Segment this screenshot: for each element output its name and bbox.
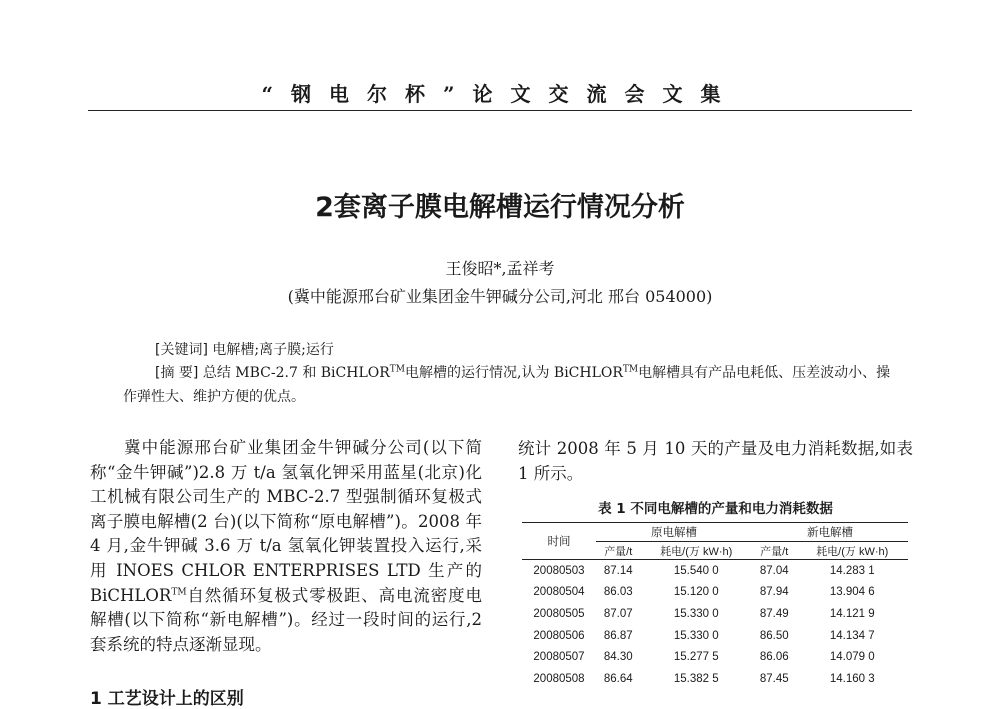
new-power-cell: 14.283 1: [829, 564, 875, 577]
paragraph: [90, 436, 482, 657]
abstract: [123, 361, 891, 409]
paper-title: 2套离子膜电解槽运行情况分析: [315, 192, 685, 223]
affiliation: (冀中能源邢台矿业集团金牛钾碱分公司,河北 邢台 054000): [287, 287, 713, 306]
data-table: [522, 522, 908, 690]
column-header-output: 产量/t: [596, 542, 641, 560]
abstract-text-1: 总结 MBC-2.7 和 BiCHLOR: [202, 365, 390, 381]
journal-header: “钢电尔杯”论文交流会文集: [261, 82, 739, 106]
new-power-cell: 14.134 7: [829, 629, 875, 642]
old-power-cell: 15.540 0: [673, 564, 719, 577]
table-row: [522, 646, 908, 668]
new-output-cell: 87.94: [759, 586, 789, 599]
trademark-mark: TM: [171, 587, 187, 598]
old-power-cell: 15.382 5: [673, 672, 719, 685]
new-output-cell: 86.06: [759, 651, 789, 664]
old-output-cell: 86.64: [603, 672, 633, 685]
new-power-cell: 14.079 0: [829, 651, 875, 664]
new-output-cell: 87.04: [759, 564, 789, 577]
column-header-output: 产量/t: [752, 542, 797, 560]
table-row: [522, 668, 908, 690]
abstract-label: [摘 要]: [155, 365, 199, 381]
old-output-cell: 86.03: [603, 586, 633, 599]
date-cell: 20080504: [533, 586, 585, 599]
table-row: [522, 625, 908, 647]
group-header-old: 原电解槽: [596, 523, 752, 542]
header-rule: [88, 110, 912, 111]
keywords-text: 电解槽;离子膜;运行: [212, 342, 334, 358]
date-cell: 20080508: [533, 672, 585, 685]
old-output-cell: 86.87: [603, 629, 633, 642]
old-output-cell: 84.30: [603, 651, 633, 664]
new-output-cell: 87.45: [759, 672, 789, 685]
old-power-cell: 15.330 0: [673, 629, 719, 642]
table-row: [522, 582, 908, 604]
old-output-cell: 87.14: [603, 564, 633, 577]
date-cell: 20080503: [533, 564, 585, 577]
table-row: [522, 560, 908, 582]
body-left-column: [90, 436, 482, 657]
keywords: [155, 339, 334, 359]
body-right-column: [518, 436, 913, 486]
trademark-mark: TM: [389, 364, 405, 375]
new-power-cell: 13.904 6: [829, 586, 875, 599]
old-power-cell: 15.330 0: [673, 607, 719, 620]
date-cell: 20080506: [533, 629, 585, 642]
date-cell: 20080505: [533, 607, 585, 620]
paragraph-text-a: 冀中能源邢台矿业集团金牛钾碱分公司(以下简称“金牛钾碱”)2.8 万 t/a 氢氧化钾采用蓝星(北京)化工机械有限公司生产的 MBC-2.7 型强制循环复极式离子膜电解槽(2 台)(以下简称“原电解槽”)。2008 年 4 月,金牛钾碱 3.6 万 t/a 氢氧化钾装置投入运行,采用 INOES CHLOR ENTERPRISES LTD 生产的 BiCHLOR: [90, 438, 482, 605]
new-power-cell: 14.121 9: [829, 607, 875, 620]
authors: 王俊昭*,孟祥考: [445, 259, 555, 278]
table-caption: 表 1 不同电解槽的产量和电力消耗数据: [598, 501, 833, 517]
old-output-cell: 87.07: [603, 607, 633, 620]
group-header-new: 新电解槽: [752, 523, 908, 542]
date-cell: 20080507: [533, 651, 585, 664]
new-output-cell: 86.50: [759, 629, 789, 642]
old-power-cell: 15.120 0: [673, 586, 719, 599]
paragraph-text-b: 自然循环复极式零极距、高电流密度电解槽(以下简称“新电解槽”)。经过一段时间的运行,2 套系统的特点逐渐显现。: [90, 585, 482, 654]
abstract-text-2: 电解槽的运行情况,认为 BiCHLOR: [405, 365, 623, 381]
new-output-cell: 87.49: [759, 607, 789, 620]
trademark-mark: TM: [622, 364, 639, 375]
column-header-power: 耗电/(万 kW·h): [796, 542, 908, 560]
old-power-cell: 15.277 5: [673, 651, 719, 664]
new-power-cell: 14.160 3: [829, 672, 875, 685]
keywords-label: [关键词]: [155, 342, 208, 358]
paragraph: 统计 2008 年 5 月 10 天的产量及电力消耗数据,如表 1 所示。: [518, 439, 913, 483]
abstract-text-3: 电解槽具有产品电耗低、压差波动小、操作弹性大、维护方便的优点。: [123, 365, 891, 405]
section-heading: 1 工艺设计上的区别: [90, 689, 244, 709]
column-header-power: 耗电/(万 kW·h): [641, 542, 752, 560]
table-row: [522, 603, 908, 625]
time-header: 时间: [522, 523, 596, 560]
